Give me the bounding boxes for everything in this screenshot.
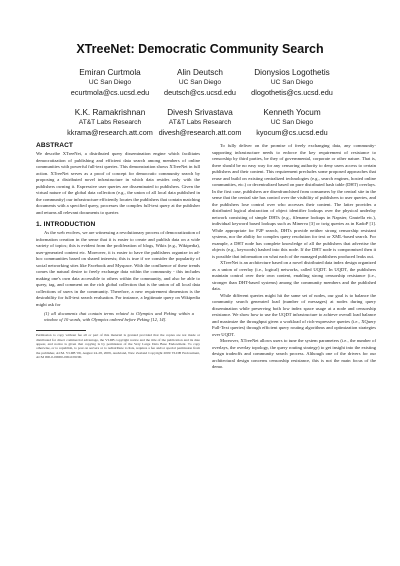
author-email: kkrama@research.att.com [67, 128, 153, 137]
copyright-footnote: Permission to copy without fee all or part of this material is granted provided that the copies are not made or distributed for direct commercial advantage, the VLDB copyright notice and the title of the publication and its date appear, and notice is given that copying is by permission of the Very Large Data Base Endowment. To copy otherwise, or to republish, to post on servers or to redistribute to lists, requires a fee and/or special permission from the publisher, ACM. VLDB '09, August 24-28, 2009, Auckland, New Zealand Copyright 2009 VLDB Endowment, ACM 000-0-00000-000-0/00/00. [36, 333, 200, 360]
body-paragraph: XTreeNet is an architecture based on a novel distributed data index design organized as a union of overlay (i.e., logical) networks, called UQDT. In UQDT, the publishers maintain control over their own content, enabling strong censorship resistance (i.e., stronger than DHT-based systems) among the community members and the published data. [212, 260, 376, 291]
abstract-heading: ABSTRACT [36, 142, 74, 149]
author [222, 68, 362, 98]
left-column [36, 142, 200, 360]
footnote-divider [36, 330, 86, 331]
body-paragraph: While different queries might hit the same set of nodes, our goal is to balance the community search generated load (number of messages) at nodes during query dissemination while preserving both low index space usage at a node and censorship resistance. We show how to use the UQDT infrastructure to achieve overall load balance and maximize the throughput given a workload of rich-expressive queries (i.e., XQuery Full-Text queries) through efficient query routing algorithms and optimization strategies over UQDT. [212, 292, 376, 337]
author-affiliation: AT&T Labs Research [168, 119, 232, 126]
author-email: deutsch@cs.ucsd.edu [164, 88, 236, 97]
author-name: K.K. Ramakrishnan [74, 108, 146, 117]
author-affiliation: UC San Diego [88, 79, 132, 86]
author [222, 108, 362, 138]
author-affiliation: UC San Diego [270, 79, 314, 86]
author-name: Kenneth Yocum [263, 108, 321, 117]
introduction-heading: 1. INTRODUCTION [36, 221, 96, 228]
example-query: (1) all documents that contain terms related to Olympics and Peking within a window of 10 words, with Olympics ordered before Peking [12, 14]. [44, 311, 194, 323]
author-name: Alin Deutsch [177, 68, 223, 77]
author-name: Divesh Srivastava [167, 108, 233, 117]
right-column [212, 143, 376, 371]
author-email: kyocum@cs.ucsd.edu [256, 128, 328, 137]
intro-paragraph: As the web evolves, we are witnessing a revolutionary process of democratization of information creation in the sense that it is easier to create and publish data on a wide variety of topics; this is evident from the proliferation of blogs, Wikis (e.g., Wikipedia), user-generated content etc. Moreover, it is easier to have the publishers organize in ad-hoc communities based on shared interests; this is true if we consider the popularity of social networking sites like Facebook and Myspace. With the confluence of these trends comes the natural desire to freely exchange data within the community - this includes making one's own data accessible to others within the community, and also be able to query, tag, and comment on the rich global collection that is the union of all local data collections of users in the community. Therefore, a new requirement dimension is the desirability for full-text search evaluation. For instance, a legitimate query on Wikipedia might ask for [36, 230, 200, 307]
abstract-text: We describe XTreeNet, a distributed query dissemination engine which facilitates democratization of publishing and efficient data search among members of online communities with powerful full-text queries. This demonstration shows XTreeNet in full action. XTreeNet serves as a proof of concept for democratic community search by proposing a distributed novel infrastructure in which data resides only with the publishers owning it. Expressive user queries are disseminated to publishers. Given the virtual nature of the global data collection (e.g., the union of all local data published in the community) our infrastructure efficiently locates the publishers that contain matching documents with a specified query, processes the complex full-text query at the publisher and returns all relevant documents to querier. [36, 151, 200, 215]
author-block [0, 68, 400, 148]
author-email: dlogothetis@cs.ucsd.edu [251, 88, 333, 97]
author-row [0, 68, 400, 108]
paper-title: XTreeNet: Democratic Community Search [76, 42, 324, 56]
author-name: Dionysios Logothetis [254, 68, 330, 77]
body-paragraph: To fully deliver on the promise of freely exchanging data, any community-supporting infrastructure needs to enforce the key requirement of resistance to censorship by third parties, be they of governmental, corporate or other nature. That is, there should be no easy way for any censoring authority to deny users access to certain publishers and their content. This requirement precludes some proposed approaches that reuse and build on existing centralized technologies (e.g., search engines, hosted online communities, etc.) or decentralized based on pure distributed hash table (DHT) overlays. In the first case, publishers are disenfranchised from consumers by the central site in the sense that the central site has control over the visibility of publishers to user queries, and the publishers lose control over who accesses their content. The latter provides a distributed logical abstraction of object identifier lookups over the physical underlay network consisting of simple DHTs (e.g., filename lookups in Napster, Gnutella etc.), individual keyword based lookups such as Minerva [3] or twig queries as in KadoP [1]. While appropriate for P2P search, DHTs provide neither strong censorship resistant systems, nor the ability for complex query resolution for text or XML-based search. For example, a DHT node has complete knowledge of all the publishers that advertise the objects (e.g., keywords) hashed into this node. If the DHT node is compromised then it is possible that information on what each of the managed publishers produced leaks out. [212, 143, 376, 259]
author-email: ecurtmola@cs.ucsd.edu [70, 88, 150, 97]
body-paragraph: Moreover, XTreeNet allows users to tune the system parameters (i.e., the number of overlays, the overlay topology, the query routing strategy) to get insight into the existing design tradeoffs and community search process. Although one of the drivers for our architectural design concerns censorship resistance, this is not the main focus of the demo. [212, 338, 376, 369]
author-affiliation: UC San Diego [178, 79, 222, 86]
author-affiliation: AT&T Labs Research [78, 119, 142, 126]
author-email: divesh@research.att.com [158, 128, 242, 137]
author-name: Emiran Curtmola [79, 68, 141, 77]
author-affiliation: UC San Diego [270, 119, 314, 126]
